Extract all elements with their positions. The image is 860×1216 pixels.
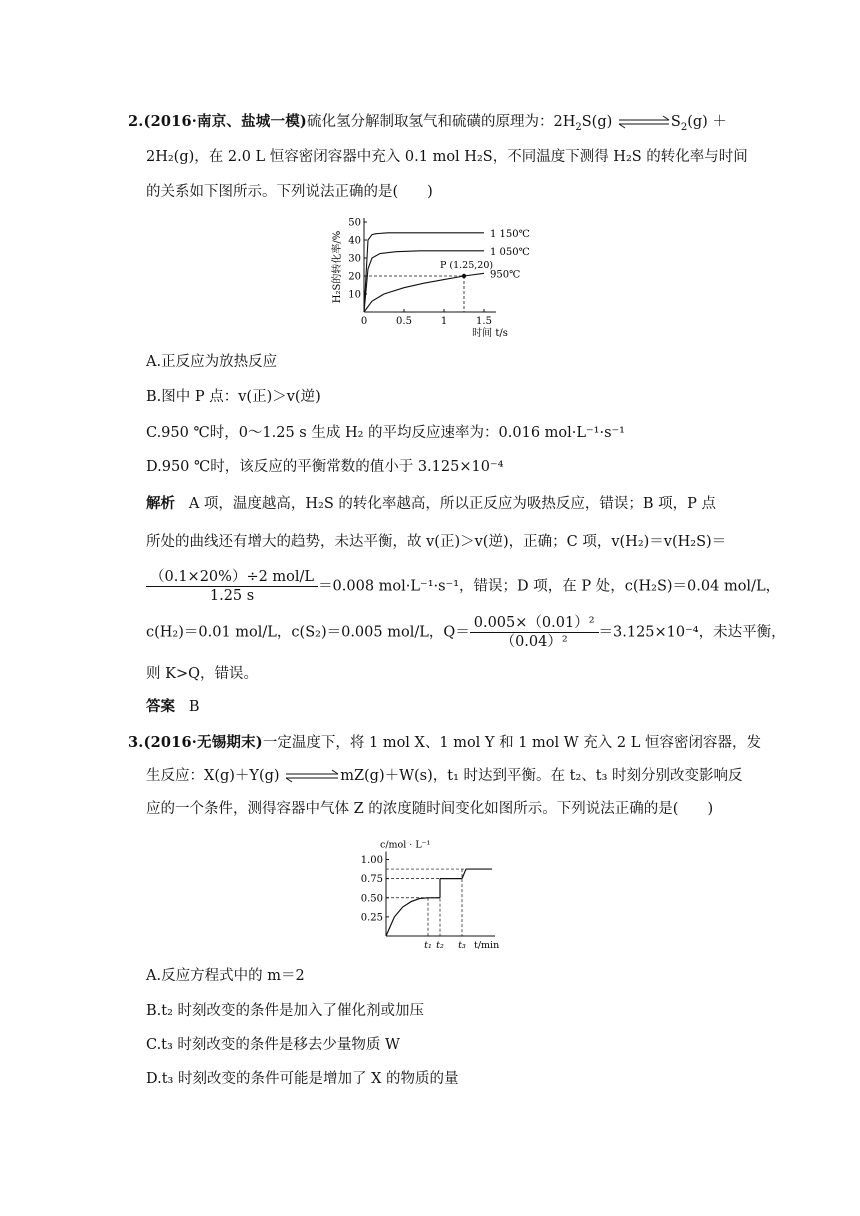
equilibrium-arrow-icon: [617, 115, 671, 129]
y-tick-label: 0.25: [360, 912, 383, 924]
q2-stem-line2: 2H₂(g)，在 2.0 L 恒容密闭容器中充入 0.1 mol H₂S，不同温度下测得 H₂S 的转化率与时间: [146, 149, 748, 165]
y-tick-label: 30: [348, 253, 361, 265]
y-tick-label: 20: [348, 271, 361, 283]
analysis-text1: A 项，温度越高，H₂S 的转化率越高，所以正反应为吸热反应，错误；B 项，P 点: [188, 496, 717, 512]
y-tick-label: 10: [348, 289, 361, 301]
y-tick-label: 50: [348, 217, 361, 229]
q3-stem-line1: [128, 733, 761, 753]
q2-option-a: A.正反应为放热反应: [146, 354, 278, 370]
analysis-text4: c(H₂)＝0.01 mol/L，c(S₂)＝0.005 mol/L，Q＝: [146, 624, 470, 641]
q2-stem-text-d: (g) ＋: [687, 114, 727, 130]
q3-stem-text2b: mZ(g)＋W(s)，t₁ 时达到平衡。在 t₂、t₃ 时刻分别改变影响反: [340, 768, 743, 784]
q3-stem-text1: 一定温度下，将 1 mol X、1 mol Y 和 1 mol W 充入 2 L 恒容密闭容器，发: [262, 735, 761, 751]
analysis-label: 解析: [146, 495, 175, 512]
series-label: 950℃: [490, 269, 521, 281]
q2-number: 2.: [128, 113, 144, 130]
analysis-text3: ＝0.008 mol·L⁻¹·s⁻¹，错误；D 项，在 P 处，c(H₂S)＝0.04 mol/L，: [318, 578, 781, 595]
q3-stem-line3: 应的一个条件，测得容器中气体 Z 的浓度随时间变化如图所示。下列说法正确的是( ): [146, 801, 714, 817]
x-tick-label: 0.5: [396, 316, 412, 327]
q2-stem-text-a: 硫化氢分解制取氢气和硫磺的原理为：2H: [306, 114, 576, 130]
q2-option-d: D.950 ℃时，该反应的平衡常数的值小于 3.125×10⁻⁴: [146, 459, 504, 475]
q2-analysis-line4: [146, 614, 786, 651]
series-line: [364, 273, 484, 312]
x-axis-label: t/min: [474, 940, 500, 951]
x-tick-label: t₃: [458, 940, 466, 951]
q2-stem-line3: 的关系如下图所示。下列说法正确的是( ): [146, 184, 433, 200]
q2-stem-text-b: S(g): [581, 114, 613, 130]
q2-source: (2016·南京、盐城一模): [143, 113, 307, 130]
q2-option-c: C.950 ℃时，0～1.25 s 生成 H₂ 的平均反应速率为：0.016 mol·L⁻¹·s⁻¹: [146, 425, 625, 441]
q3-option-b: B.t₂ 时刻改变的条件是加入了催化剂或加压: [146, 1003, 425, 1019]
q3-stem-line2: [146, 766, 743, 786]
y-tick-label: 0.75: [360, 874, 383, 886]
series-line: [364, 233, 484, 312]
series-label: 1 050℃: [490, 246, 530, 258]
y-tick-label: 1.00: [360, 855, 383, 866]
x-tick-label: t₁: [424, 940, 432, 951]
x-tick-label: t₂: [436, 940, 444, 951]
q2-option-b: B.图中 P 点：v(正)＞v(逆): [146, 389, 321, 405]
q3-number: 3.: [128, 734, 144, 751]
point-p-label: P (1.25,20): [440, 260, 494, 271]
series-label: 1 150℃: [490, 228, 530, 240]
rate-fraction: $\frac{\text{（0.1×20\%）÷2 mol/L}}{1.25 s}$: [146, 568, 318, 605]
analysis-text4-tail: ＝3.125×10⁻⁴，未达平衡，: [598, 624, 786, 641]
equilibrium-arrow-icon: [284, 769, 340, 783]
q3-stem-text2a: 生反应：X(g)＋Y(g): [146, 768, 280, 784]
answer-value: B: [188, 699, 200, 715]
x-tick-label: 1.5: [476, 316, 492, 327]
y-tick-label: 40: [348, 235, 361, 247]
answer-label: 答案: [146, 698, 175, 715]
q-fraction: $\frac{\text{0.005×（0.01）²}}{\text{（0.04）²}}$: [470, 614, 599, 651]
q3-option-a: A.反应方程式中的 m＝2: [146, 968, 305, 984]
q3-source: (2016·无锡期末): [143, 734, 263, 751]
z-concentration-chart: [350, 830, 510, 954]
x-tick-label: 1: [440, 316, 448, 327]
q2-analysis-line5: 则 K>Q，错误。: [146, 666, 258, 682]
x-tick-label: 0: [360, 316, 368, 327]
h2s-conversion-chart: [326, 212, 546, 340]
y-tick-label: 0.50: [360, 893, 383, 905]
y-axis-label: H₂S的转化率/%: [332, 230, 343, 304]
q2-stem-text-c: S: [670, 114, 681, 130]
y-axis-label: c/mol · L⁻¹: [380, 839, 431, 851]
point-p: [462, 274, 466, 278]
q2-analysis-line3: [146, 568, 780, 605]
q2-answer: [146, 697, 199, 717]
q2-stem-line1: 2.(2016·南京、盐城一模)硫化氢分解制取氢气和硫磺的原理为：$2H_2S(g) S_2(g)$ ＋: [128, 113, 727, 133]
q3-option-c: C.t₃ 时刻改变的条件是移去少量物质 W: [146, 1037, 400, 1053]
x-axis-label: 时间 t/s: [472, 328, 508, 339]
q3-option-d: D.t₃ 时刻改变的条件可能是增加了 X 的物质的量: [146, 1071, 459, 1087]
z-level-3: [462, 869, 492, 879]
q2-analysis-line2: 所处的曲线还有增大的趋势，未达平衡，故 v(正)＞v(逆)，正确；C 项，v(H₂)＝v(H₂S)＝: [146, 534, 727, 550]
z-curve: [386, 898, 440, 936]
q2-analysis-line1: [146, 494, 716, 514]
